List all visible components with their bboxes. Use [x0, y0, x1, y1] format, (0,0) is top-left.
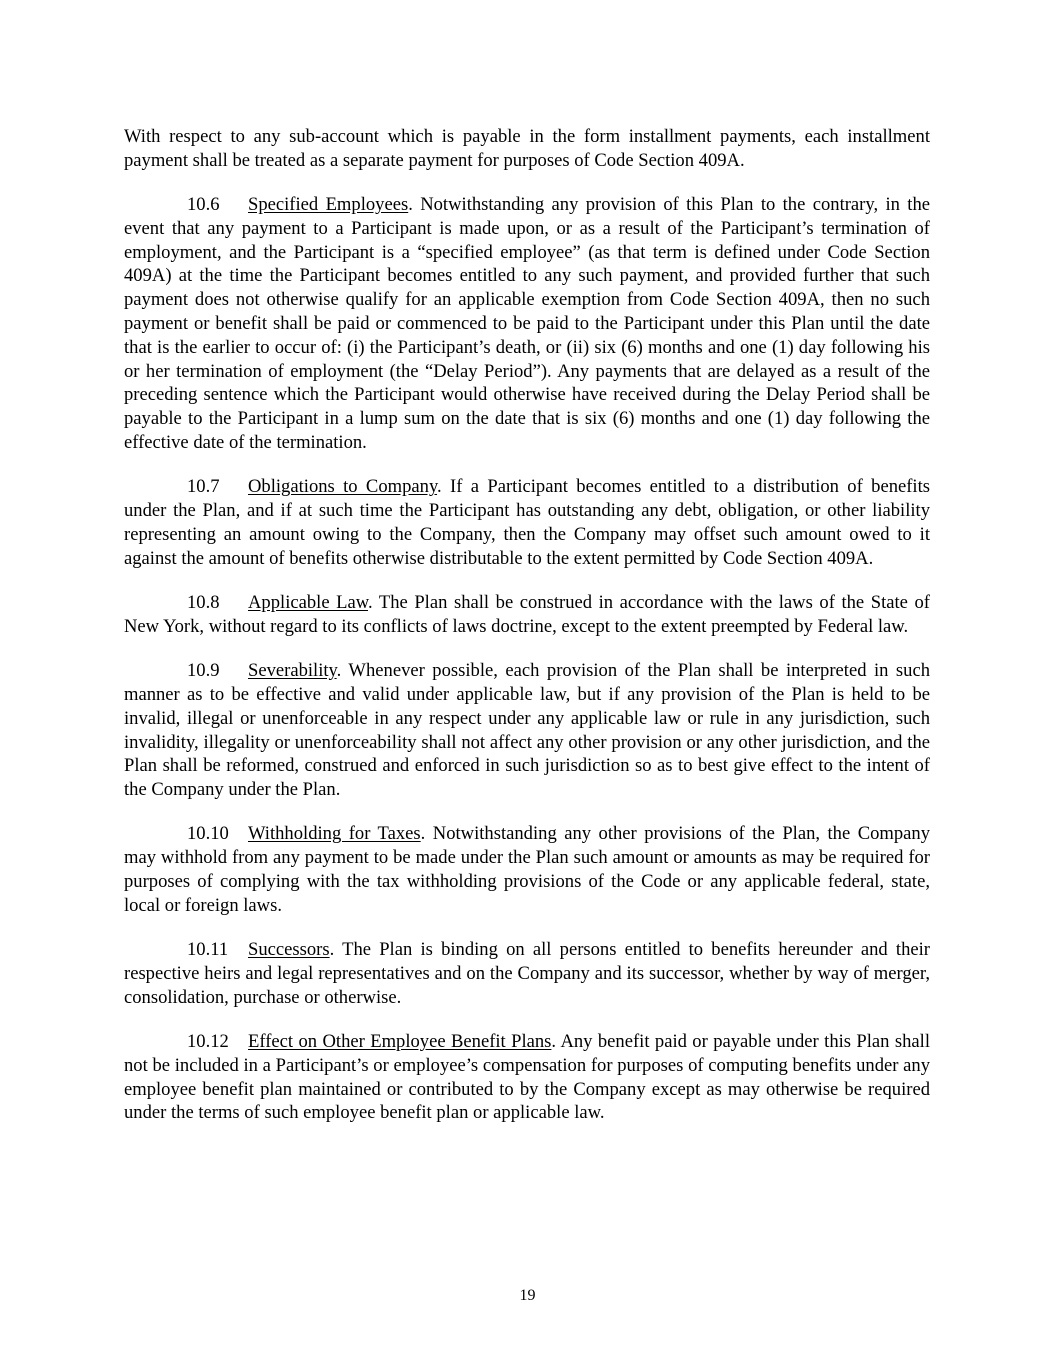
- section-10-8: [124, 591, 930, 639]
- section-body: . The Plan shall be construed in accordance with the laws of the State of New York, without regard to its conflicts of laws doctrine, except to the extent preempted by Federal law.: [124, 592, 930, 637]
- section-number: 10.6: [187, 194, 220, 216]
- section-heading: Effect on Other Employee Benefit Plans: [248, 1031, 552, 1052]
- document-page: [124, 125, 930, 1146]
- section-heading: Obligations to Company: [248, 476, 438, 498]
- section-10-7: [124, 475, 930, 570]
- section-heading: Severability: [248, 660, 337, 682]
- section-10-10: [124, 822, 930, 917]
- section-number: 10.11: [187, 939, 229, 961]
- section-10-9: [124, 659, 930, 802]
- section-body: . Whenever possible, each provision of the Plan shall be interpreted in such manner as to be effective and valid under applicable law, but if any provision of the Plan is held to be invalid, illegal or unenforceable in any respect under any applicable law or rule in any jurisdiction, such invalidity, illegality or unenforceability shall not affect any other provision or any other jurisdiction, and the Plan shall be reformed, construed and enforced in such jurisdiction so as to best give effect to the intent of the Company under the Plan.: [124, 660, 930, 801]
- section-body: . Notwithstanding any provision of this Plan to the contrary, in the event that any payment to a Participant is made upon, or as a result of the Participant’s termination of employment, and the Participant is a “specified employee” (as that term is defined under Code Section 409A) at the time the Participant becomes entitled to any such payment, and provided further that such payment does not otherwise qualify for an applicable exemption from Code Section 409A, then no such payment or benefit shall be paid or commenced to be paid to the Participant under this Plan until the date that is the earlier to occur of: (i) the Participant’s death, or (ii) six (6) months and one (1) day following his or her termination of employment (the “Delay Period”). Any payments that are delayed as a result of the preceding sentence which the Participant would otherwise have received during the Delay Period shall be payable to the Participant in a lump sum on the date that is six (6) months and one (1) day following the effective date of the termination.: [124, 194, 931, 454]
- section-number: 10.7: [187, 476, 220, 498]
- section-heading: Withholding for Taxes: [248, 823, 421, 845]
- section-number: 10.12: [187, 1031, 229, 1052]
- section-body: . Notwithstanding any other provisions of the Plan, the Company may withhold from any payment to be made under the Plan such amount or amounts as may be required for purposes of complying with the tax withholding provisions of the Code or any applicable federal, state, local or foreign laws.: [124, 823, 930, 916]
- section-heading: Specified Employees: [248, 194, 409, 216]
- section-heading: Applicable Law: [248, 592, 368, 614]
- section-body: . Any benefit paid or payable under this Plan shall not be included in a Participant’s or employee’s compensation for purposes of computing benefits under any employee benefit plan maintained or contributed to by the Company except as may otherwise be required under the terms of such employee benefit plan or applicable law.: [124, 1031, 930, 1124]
- section-10-6: [124, 193, 930, 455]
- section-10-12: [124, 1030, 930, 1125]
- section-10-11: [124, 938, 930, 1009]
- intro-paragraph: With respect to any sub-account which is payable in the form installment payments, each installment payment shall be treated as a separate payment for purposes of Code Section 409A.: [124, 126, 930, 171]
- section-heading: Successors: [248, 939, 330, 961]
- page-number: 19: [519, 1287, 536, 1304]
- section-number: 10.8: [187, 592, 220, 614]
- section-body: . The Plan is binding on all persons entitled to benefits hereunder and their respective heirs and legal representatives and on the Company and its successor, whether by way of merger, consolidation, purchase or otherwise.: [124, 939, 930, 1008]
- section-body: . If a Participant becomes entitled to a distribution of benefits under the Plan, and if at such time the Participant has outstanding any debt, obligation, or other liability representing an amount owing to the Company, then the Company may offset such amount owed to it against the amount of benefits otherwise distributable to the extent permitted by Code Section 409A.: [124, 476, 930, 569]
- section-number: 10.9: [187, 660, 220, 682]
- section-number: 10.10: [187, 823, 229, 845]
